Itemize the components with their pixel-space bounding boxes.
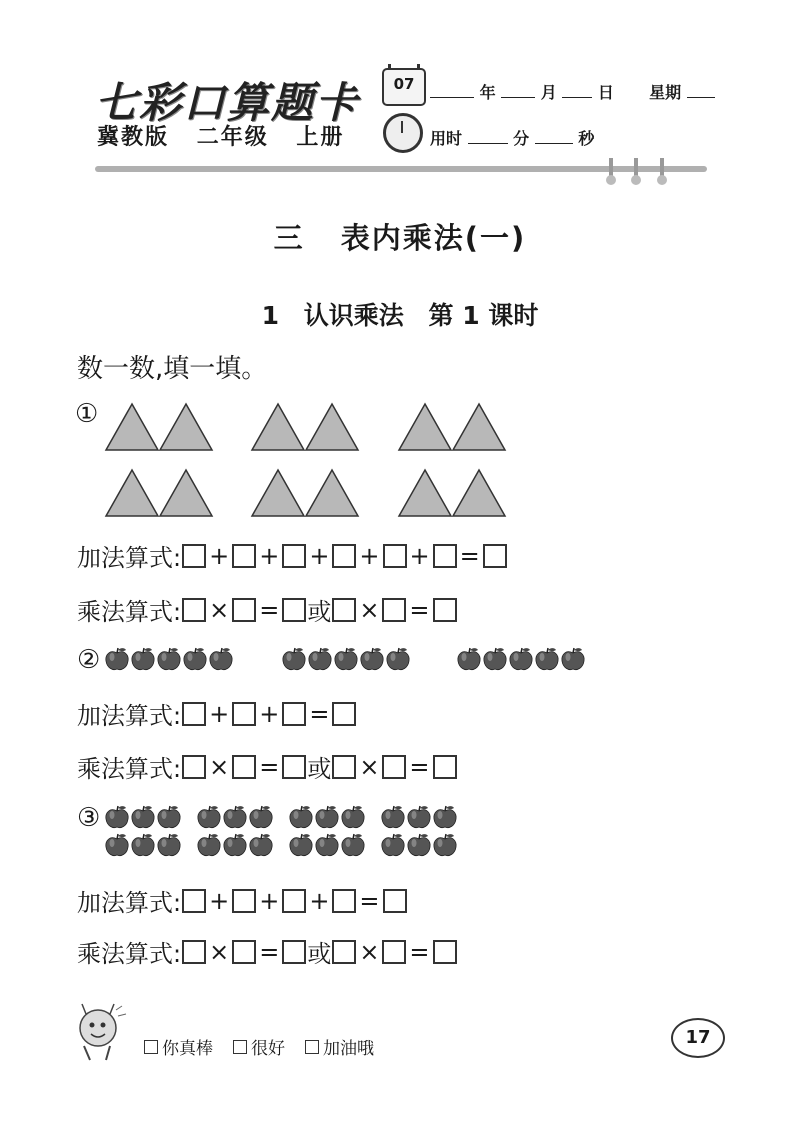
edition-grade: 二年级 <box>196 125 269 150</box>
apple-icon <box>385 646 411 672</box>
rating-label: 加油哦 <box>323 1039 374 1059</box>
day-label: 日 <box>597 83 614 102</box>
triangle-shape <box>104 402 160 452</box>
edition-volume: 上册 <box>296 125 345 150</box>
equals-sign: = <box>259 752 280 781</box>
multiplication-label: 乘法算式: <box>77 940 182 968</box>
answer-box[interactable] <box>483 544 507 568</box>
answer-box[interactable] <box>282 755 306 779</box>
mascot-icon <box>72 1000 128 1064</box>
apple-icon <box>196 832 222 858</box>
apple-icon <box>196 804 222 830</box>
equals-sign: = <box>359 886 380 915</box>
divider-pin-icon <box>609 158 613 180</box>
triangle-shape <box>451 468 507 518</box>
unit-name: 表内乘法(一) <box>340 221 527 255</box>
apple-icon <box>248 804 274 830</box>
plus-sign: + <box>209 886 230 915</box>
apple-icon <box>222 832 248 858</box>
rating-checkbox[interactable] <box>144 1040 158 1054</box>
apple-icon <box>534 646 560 672</box>
weekday-blank[interactable] <box>687 83 715 98</box>
answer-box[interactable] <box>182 544 206 568</box>
answer-box[interactable] <box>332 544 356 568</box>
multiplication-label: 乘法算式: <box>77 755 182 783</box>
equals-sign: = <box>259 595 280 624</box>
apple-icon <box>380 832 406 858</box>
answer-box[interactable] <box>433 940 457 964</box>
apple-icon <box>130 832 156 858</box>
apple-icon <box>156 646 182 672</box>
triangle-shape <box>250 468 306 518</box>
instruction: 数一数,填一填。 <box>77 354 268 384</box>
rating-checkbox[interactable] <box>305 1040 319 1054</box>
addition-equation <box>77 538 508 573</box>
weekday-label: 星期 <box>649 83 682 102</box>
second-blank[interactable] <box>535 129 573 144</box>
triangle-shape <box>397 402 453 452</box>
multiplication-equation <box>77 934 458 969</box>
apple-icon <box>222 804 248 830</box>
question-number: ③ <box>77 803 101 833</box>
apple-icon <box>508 646 534 672</box>
apple-group <box>456 646 586 672</box>
minute-label: 分 <box>513 129 530 148</box>
triangle-shape <box>104 468 160 518</box>
answer-box[interactable] <box>383 889 407 913</box>
unit-title <box>0 216 800 257</box>
lesson-period: 第 1 课时 <box>428 301 539 330</box>
equals-sign: = <box>409 937 430 966</box>
apple-icon <box>314 804 340 830</box>
answer-box[interactable] <box>332 889 356 913</box>
apple-icon <box>281 646 307 672</box>
answer-box[interactable] <box>182 755 206 779</box>
minute-blank[interactable] <box>468 129 508 144</box>
or-word: 或 <box>307 598 332 626</box>
apple-group <box>104 646 234 672</box>
triangle-group <box>250 402 360 452</box>
apple-icon <box>248 832 274 858</box>
addition-label: 加法算式: <box>77 702 182 730</box>
plus-sign: + <box>209 699 230 728</box>
apple-icon <box>432 804 458 830</box>
apple-icon <box>359 646 385 672</box>
plus-sign: + <box>259 886 280 915</box>
or-word: 或 <box>307 755 332 783</box>
equals-sign: = <box>309 699 330 728</box>
apple-icon <box>314 832 340 858</box>
header-divider <box>95 166 707 172</box>
plus-sign: + <box>309 886 330 915</box>
apple-icon <box>104 804 130 830</box>
plus-sign: + <box>359 541 380 570</box>
multiplication-equation <box>77 592 458 627</box>
divider-pin-icon <box>660 158 664 180</box>
rating-keep-going[interactable] <box>305 1034 374 1059</box>
rating-label: 很好 <box>251 1039 285 1059</box>
lesson-title <box>0 296 800 332</box>
apple-icon <box>406 832 432 858</box>
answer-box[interactable] <box>232 755 256 779</box>
day-blank[interactable] <box>562 83 592 98</box>
answer-box[interactable] <box>182 598 206 622</box>
apple-icon <box>130 804 156 830</box>
times-sign: × <box>209 595 230 624</box>
apple-icon <box>130 646 156 672</box>
equals-sign: = <box>259 937 280 966</box>
answer-box[interactable] <box>332 702 356 726</box>
apple-group <box>196 804 274 858</box>
multiplication-equation <box>77 749 458 784</box>
apple-icon <box>156 804 182 830</box>
answer-box[interactable] <box>282 889 306 913</box>
apple-icon <box>380 804 406 830</box>
date-fields <box>430 80 715 103</box>
unit-number: 三 <box>273 221 305 255</box>
apple-group <box>281 646 411 672</box>
rating-good[interactable] <box>233 1034 285 1059</box>
answer-box[interactable] <box>382 598 406 622</box>
triangle-group <box>397 402 507 452</box>
apple-group <box>104 804 182 858</box>
answer-box[interactable] <box>182 940 206 964</box>
answer-box[interactable] <box>282 940 306 964</box>
answer-box[interactable] <box>182 702 206 726</box>
apple-icon <box>560 646 586 672</box>
multiplication-label: 乘法算式: <box>77 598 182 626</box>
apple-icon <box>104 832 130 858</box>
apple-icon <box>104 646 130 672</box>
answer-box[interactable] <box>383 544 407 568</box>
apple-icon <box>456 646 482 672</box>
lesson-name: 认识乘法 <box>303 301 404 330</box>
rating-great[interactable] <box>144 1034 213 1059</box>
triangle-shape <box>397 468 453 518</box>
time-fields <box>430 126 594 149</box>
brand-title: 七彩口算题卡 <box>95 78 360 127</box>
or-word: 或 <box>307 940 332 968</box>
triangle-shape <box>158 468 214 518</box>
triangle-shape <box>304 402 360 452</box>
clock-icon <box>383 113 423 153</box>
answer-box[interactable] <box>332 598 356 622</box>
answer-box[interactable] <box>332 755 356 779</box>
triangle-shape <box>304 468 360 518</box>
apple-icon <box>182 646 208 672</box>
apple-icon <box>156 832 182 858</box>
answer-box[interactable] <box>433 755 457 779</box>
answer-box[interactable] <box>232 889 256 913</box>
month-blank[interactable] <box>501 83 535 98</box>
triangle-group <box>104 468 214 518</box>
plus-sign: + <box>259 541 280 570</box>
year-blank[interactable] <box>430 83 474 98</box>
plus-sign: + <box>209 541 230 570</box>
answer-box[interactable] <box>282 544 306 568</box>
answer-box[interactable] <box>232 598 256 622</box>
page-number: 17 <box>671 1018 725 1058</box>
question-number: ② <box>77 645 101 675</box>
triangle-group <box>397 468 507 518</box>
answer-box[interactable] <box>232 544 256 568</box>
triangle-group <box>104 402 214 452</box>
apple-icon <box>307 646 333 672</box>
apple-icon <box>288 832 314 858</box>
apple-icon <box>432 832 458 858</box>
question-number: ① <box>75 399 99 429</box>
addition-label: 加法算式: <box>77 889 182 917</box>
plus-sign: + <box>409 541 430 570</box>
times-sign: × <box>209 752 230 781</box>
answer-box[interactable] <box>433 598 457 622</box>
second-label: 秒 <box>578 129 595 148</box>
month-label: 月 <box>540 83 557 102</box>
answer-box[interactable] <box>232 940 256 964</box>
triangle-shape <box>451 402 507 452</box>
rating-label: 你真棒 <box>162 1039 213 1059</box>
year-label: 年 <box>479 83 496 102</box>
equals-sign: = <box>459 541 480 570</box>
answer-box[interactable] <box>382 755 406 779</box>
plus-sign: + <box>259 699 280 728</box>
apple-group <box>288 804 366 858</box>
triangle-shape <box>158 402 214 452</box>
calendar-icon: 07 <box>382 68 426 106</box>
addition-equation <box>77 696 357 731</box>
answer-box[interactable] <box>282 598 306 622</box>
times-sign: × <box>359 752 380 781</box>
lesson-number: 1 <box>261 301 280 330</box>
apple-icon <box>208 646 234 672</box>
times-sign: × <box>209 937 230 966</box>
answer-box[interactable] <box>232 702 256 726</box>
apple-icon <box>333 646 359 672</box>
edition-publisher: 冀教版 <box>97 125 170 150</box>
answer-box[interactable] <box>282 702 306 726</box>
apple-icon <box>406 804 432 830</box>
apple-group <box>380 804 458 858</box>
equals-sign: = <box>409 752 430 781</box>
answer-box[interactable] <box>182 889 206 913</box>
addition-label: 加法算式: <box>77 544 182 572</box>
answer-box[interactable] <box>382 940 406 964</box>
addition-equation <box>77 883 408 918</box>
apple-icon <box>340 804 366 830</box>
time-used-label: 用时 <box>430 129 463 148</box>
triangle-group <box>250 468 360 518</box>
rating-checkbox[interactable] <box>233 1040 247 1054</box>
times-sign: × <box>359 937 380 966</box>
triangle-shape <box>250 402 306 452</box>
apple-icon <box>340 832 366 858</box>
answer-box[interactable] <box>433 544 457 568</box>
apple-icon <box>482 646 508 672</box>
apple-icon <box>288 804 314 830</box>
edition-info <box>97 120 362 151</box>
equals-sign: = <box>409 595 430 624</box>
divider-pin-icon <box>634 158 638 180</box>
plus-sign: + <box>309 541 330 570</box>
answer-box[interactable] <box>332 940 356 964</box>
times-sign: × <box>359 595 380 624</box>
